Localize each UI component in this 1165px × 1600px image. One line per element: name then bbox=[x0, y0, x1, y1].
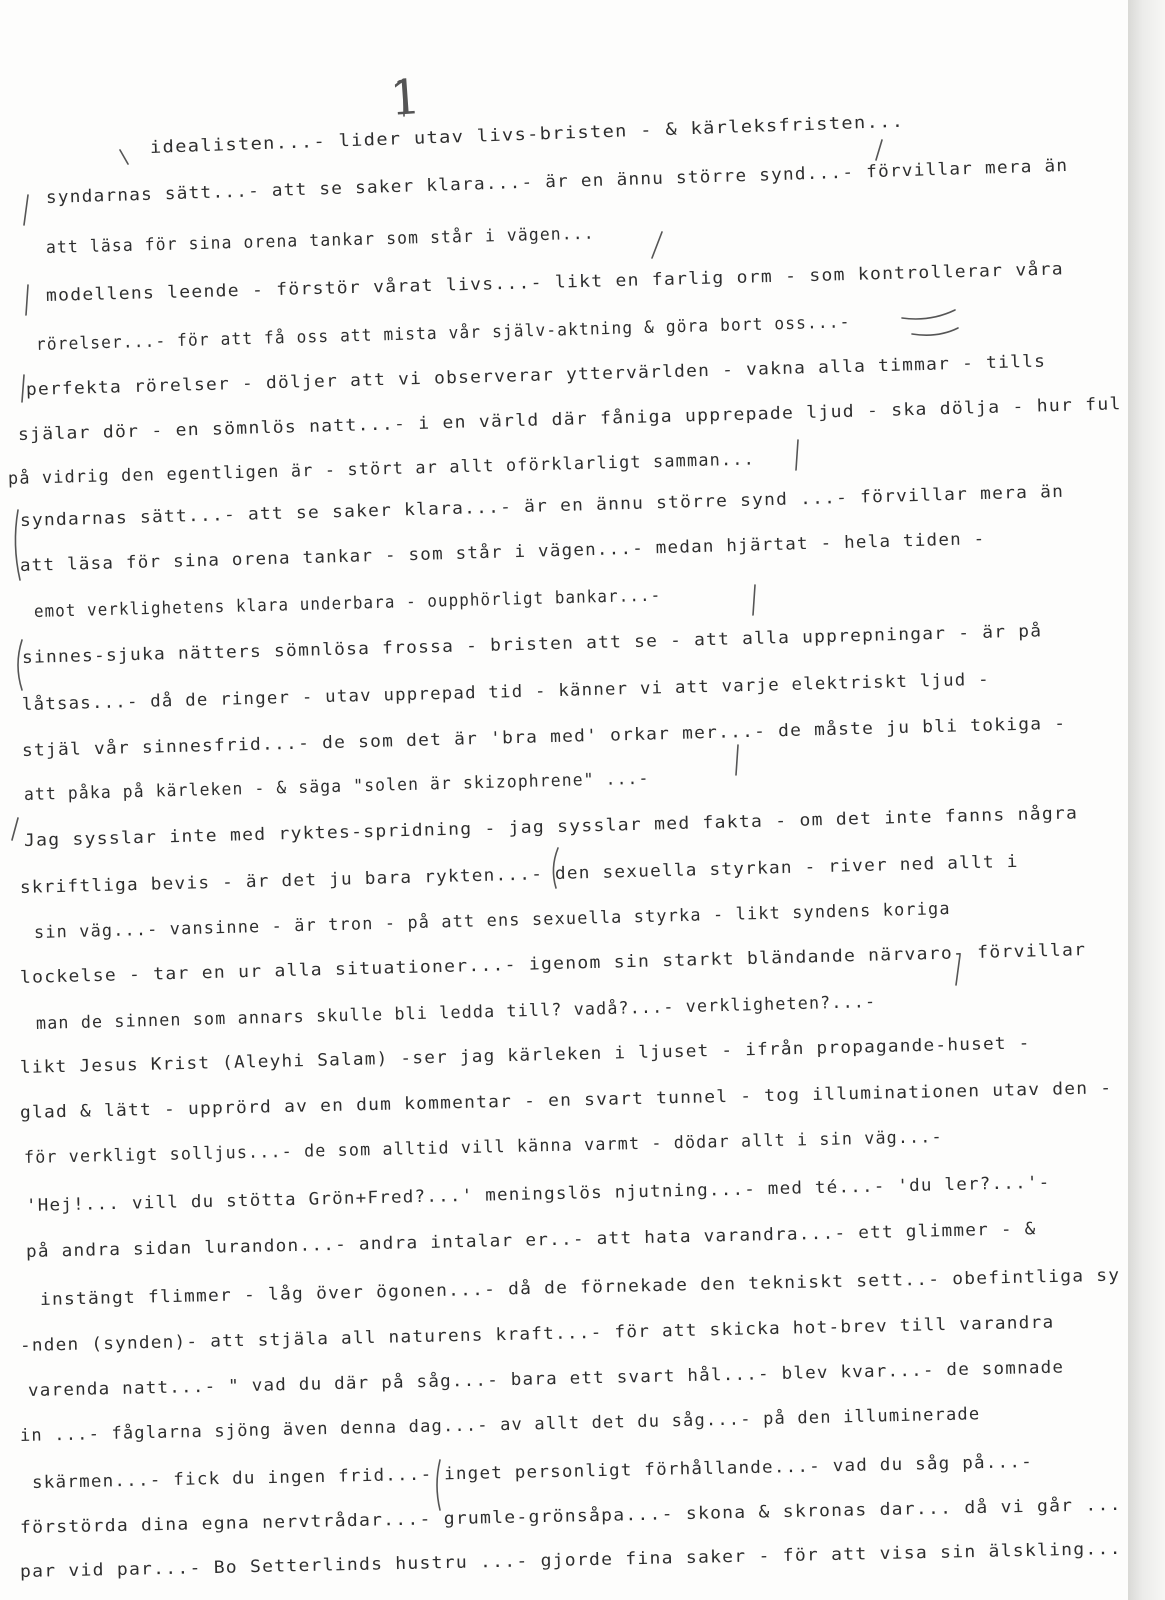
margin-bracket-mark bbox=[736, 745, 738, 775]
typed-line: rörelser...- för att få oss att mista vår själv-aktning & göra bort oss...- bbox=[35, 312, 851, 355]
typed-line: in ...- fåglarna sjöng även denna dag...- av allt det du såg...- på den illuminerade bbox=[19, 1404, 981, 1446]
scribble-mark bbox=[912, 328, 958, 335]
typed-line: 'Hej!... vill du stötta Grön+Fred?...' meningslös njutning...- med té...- 'du ler?...'- bbox=[25, 1172, 1051, 1216]
margin-bracket-mark bbox=[24, 195, 28, 225]
typed-line: att påka på kärleken - & säga "solen är skizophrene" ...- bbox=[23, 768, 650, 805]
typed-line: skriftliga bevis - är det ju bara rykten...- den sexuella styrkan - river ned allt i bbox=[19, 851, 1019, 898]
typed-line: emot verklighetens klara underbara - oupphörligt bankar...- bbox=[33, 585, 662, 622]
typed-line: stjäl vår sinnesfrid...- de som det är 'bra med' orkar mer...- de måste ju bli tokiga - bbox=[21, 713, 1067, 761]
typed-line: perfekta rörelser - döljer att vi observerar yttervärlden - vakna alla timmar - tills bbox=[25, 351, 1047, 400]
typed-line: syndarnas sätt...- att se saker klara...- är en ännu större synd...- förvillar mera än bbox=[45, 155, 1069, 208]
typed-line: på vidrig den egentligen är - stört ar allt oförklarligt samman... bbox=[7, 449, 756, 489]
typed-line: på andra sidan lurandon...- andra intalar er..- att hata varandra...- ett glimmer - & bbox=[25, 1219, 1037, 1262]
typed-line: modellens leende - förstör vårat livs...- likt en farlig orm - som kontrollerar våra bbox=[45, 259, 1065, 306]
typed-line: att läsa för sina orena tankar som står i vägen... bbox=[45, 223, 595, 258]
typed-line: att läsa för sina orena tankar - som står i vägen...- medan hjärtat - hela tiden - bbox=[19, 529, 986, 576]
typed-line: skärmen...- fick du ingen frid...- inget personligt förhållande...- vad du såg på...- bbox=[31, 1452, 1034, 1493]
typed-line: glad & lätt - upprörd av en dum kommentar - en svart tunnel - tog illuminationen utav den - bbox=[19, 1078, 1113, 1123]
typed-line: man de sinnen som annars skulle bli ledda till? vadå?...- verkligheten?...- bbox=[35, 992, 877, 1034]
paper-right-edge bbox=[1128, 0, 1165, 1600]
typed-line: själar dör - en sömnlös natt...- i en värld där fåniga upprepade ljud - ska dölja - hur ful bbox=[17, 394, 1122, 445]
typed-line: sinnes-sjuka nätters sömnlösa frossa - bristen att se - att alla upprepningar - är på bbox=[21, 621, 1043, 668]
margin-bracket-mark bbox=[876, 140, 882, 160]
margin-bracket-mark bbox=[753, 585, 755, 615]
typed-line: instängt flimmer - låg över ögonen...- då de förnekade den tekniskt sett..- obefintliga sy bbox=[39, 1265, 1121, 1310]
typed-line: låtsas...- då de ringer - utav upprepad tid - känner vi att varje elektriskt ljud - bbox=[21, 669, 991, 715]
typed-line: förstörda dina egna nervtrådar...- grumle-grönsåpa...- skona & skronas dar... då vi går ... bbox=[19, 1494, 1122, 1538]
typed-line: idealisten...- lider utav livs-bristen - & kärleksfristen... bbox=[149, 111, 905, 158]
page-number: 1 bbox=[388, 69, 423, 127]
margin-bracket-mark bbox=[22, 375, 24, 402]
margin-bracket-mark bbox=[120, 150, 128, 164]
typed-line: syndarnas sätt...- att se saker klara...- är en ännu större synd ...- förvillar mera än bbox=[19, 481, 1065, 531]
scribble-mark bbox=[902, 310, 955, 319]
margin-bracket-mark bbox=[26, 285, 28, 315]
typed-line: lockelse - tar en ur alla situationer...- igenom sin starkt bländande närvaro- förvillar bbox=[19, 940, 1087, 988]
margin-bracket-mark bbox=[12, 818, 18, 840]
typed-line: par vid par...- Bo Setterlinds hustru ...- gjorde fina saker - för att visa sin älskling... bbox=[19, 1538, 1122, 1582]
typed-line: -nden (synden)- att stjäla all naturens kraft...- för att skicka hot-brev till varandra bbox=[19, 1312, 1055, 1356]
typed-line: likt Jesus Krist (Aleyhi Salam) -ser jag kärleken i ljuset - ifrån propagande-huset - bbox=[19, 1033, 1031, 1078]
margin-bracket-mark bbox=[652, 232, 662, 258]
typed-line: varenda natt...- " vad du där på såg...- bara ett svart hål...- blev kvar...- de somnade bbox=[27, 1357, 1065, 1401]
typed-line: sin väg...- vansinne - är tron - på att ens sexuella styrka - likt syndens koriga bbox=[33, 898, 951, 943]
typed-line: Jag sysslar inte med ryktes-spridning - jag sysslar med fakta - om det inte fanns några bbox=[23, 803, 1079, 851]
margin-bracket-mark bbox=[796, 440, 798, 470]
typed-line: för verkligt solljus...- de som alltid vill känna varmt - dödar allt i sin väg...- bbox=[23, 1127, 943, 1168]
